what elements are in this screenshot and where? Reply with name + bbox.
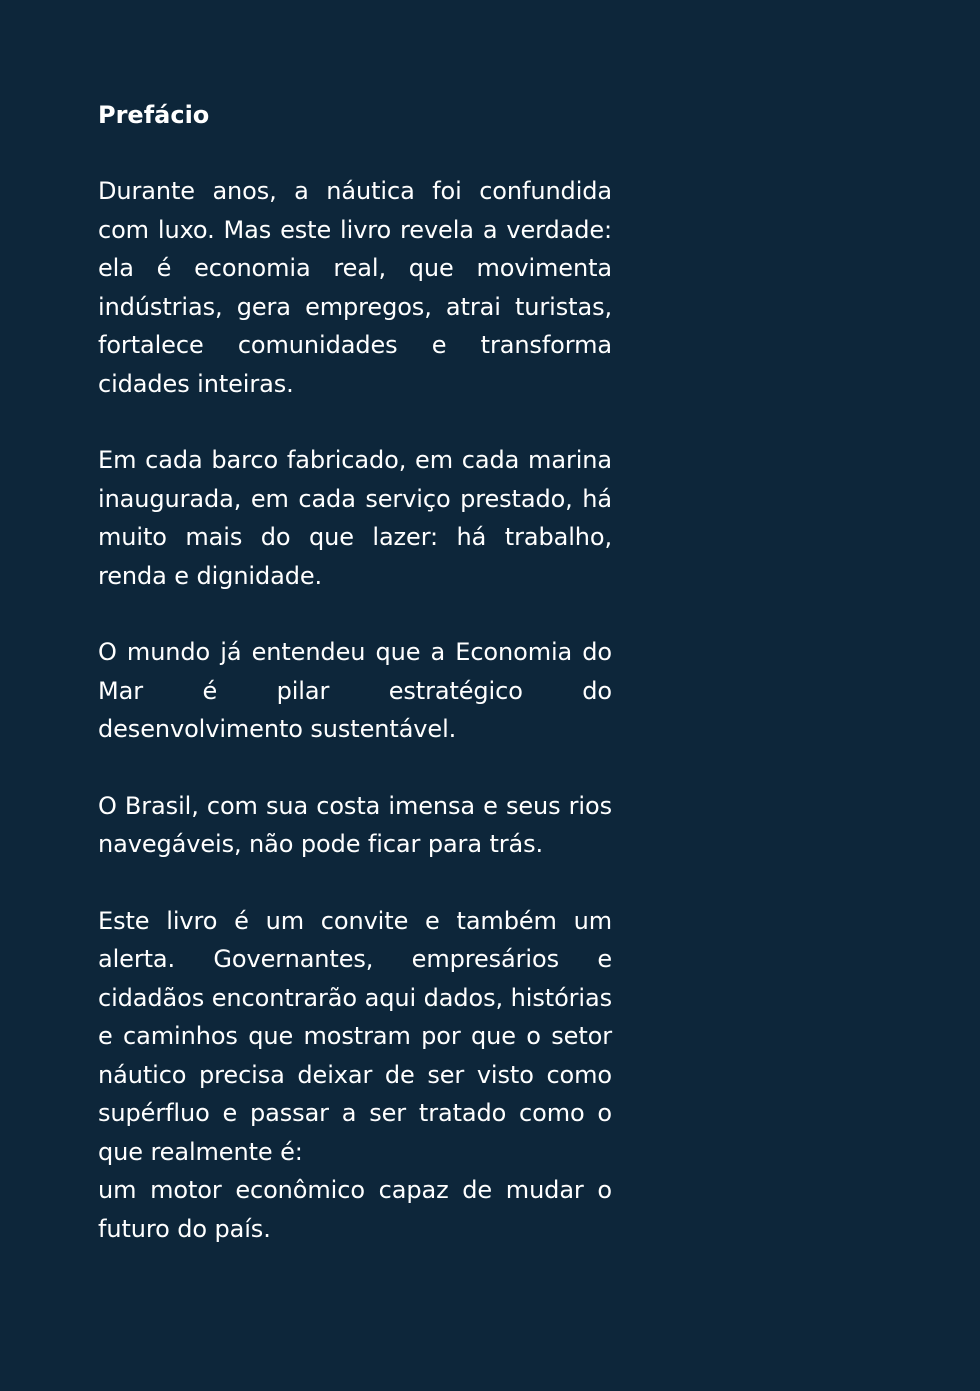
preface-text-column [98,96,612,1248]
preface-paragraph-2: Em cada barco fabricado, em cada marina inaugurada, em cada serviço prestado, há muito mais do que lazer: há trabalho, renda e dignidade. [98,446,612,590]
preface-paragraph-3: O mundo já entendeu que a Economia do Mar é pilar estratégico do desenvolvimento sustentável. [98,638,612,743]
preface-paragraph-5-conclusion: um motor econômico capaz de mudar o futuro do país. [98,1176,612,1243]
preface-paragraph-5 [98,902,612,1249]
preface-paragraph-4: O Brasil, com sua costa imensa e seus rios navegáveis, não pode ficar para trás. [98,791,612,858]
preface-title: Prefácio [98,101,210,129]
preface-paragraph-1: Durante anos, a náutica foi confundida com luxo. Mas este livro revela a verdade: ela é economia real, que movimenta indústrias, gera empregos, atrai turistas, fortalece comunidades e transforma cidades inteiras. [98,177,612,398]
preface-paragraph-5-main: Este livro é um convite e também um alerta. Governantes, empresários e cidadãos encontrarão aqui dados, histórias e caminhos que mostram por que o setor náutico precisa deixar de ser visto como supérfluo e passar a ser tratado como o que realmente é: [98,906,612,1166]
